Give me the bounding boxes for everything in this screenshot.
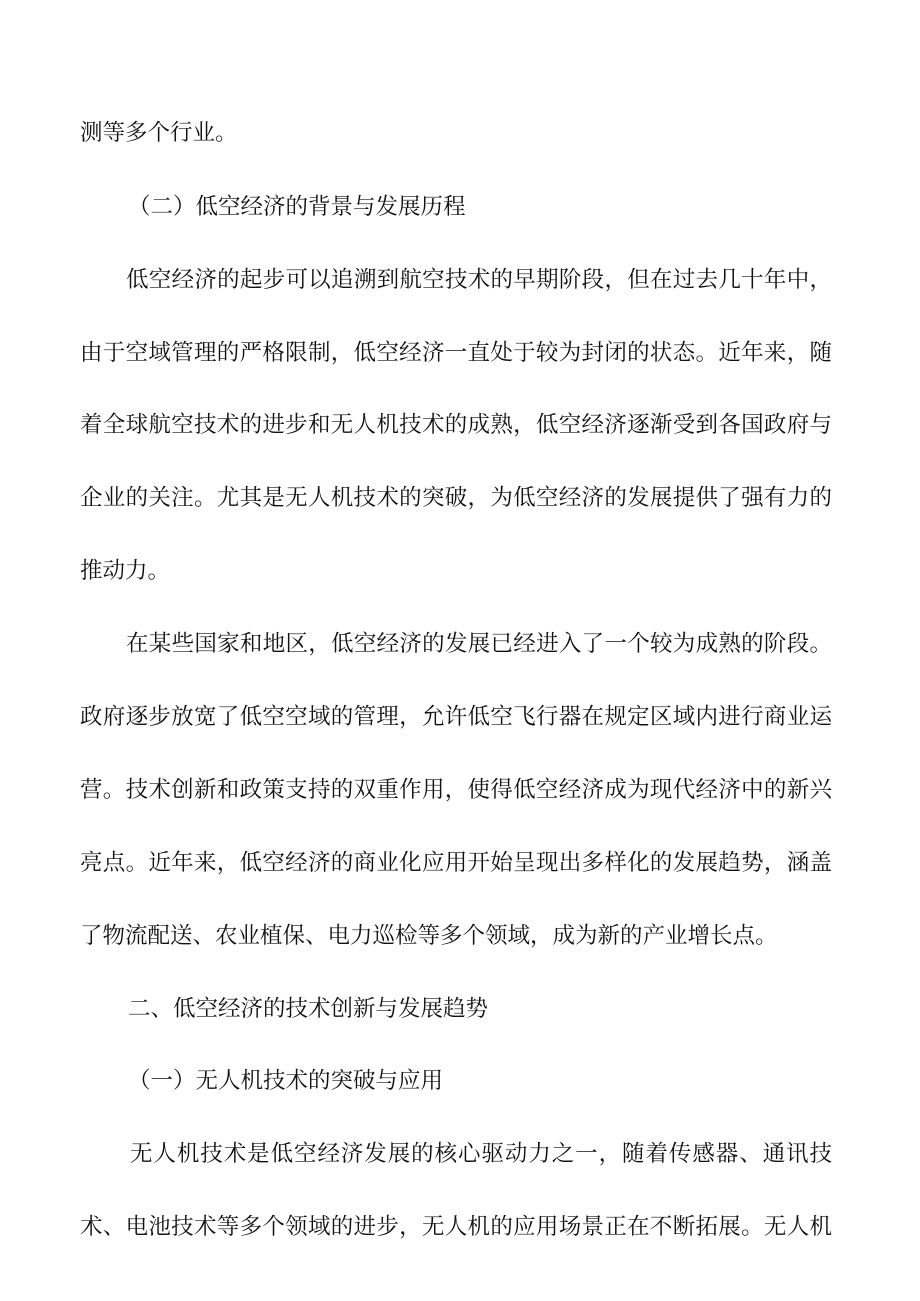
paragraph-line: 无人机技术是低空经济发展的核心驱动力之一，随着传感器、通讯技 [130,1141,832,1167]
paragraph-line-continuation: 测等多个行业。 [80,120,238,146]
section-heading-2: 二、低空经济的技术创新与发展趋势 [128,996,489,1022]
section-heading-2-1: （一）无人机技术的突破与应用 [128,1068,444,1094]
paragraph-line: 术、电池技术等多个领域的进步，无人机的应用场景正在不断拓展。无人机 [80,1214,832,1240]
paragraph-line: 了物流配送、农业植保、电力巡检等多个领域，成为新的产业增长点。 [80,923,778,949]
paragraph-line: 亮点。近年来，低空经济的商业化应用开始呈现出多样化的发展趋势，涵盖 [80,850,832,876]
paragraph-line: 着全球航空技术的进步和无人机技术的成熟，低空经济逐渐受到各国政府与 [80,412,832,438]
paragraph-line: 企业的关注。尤其是无人机技术的突破，为低空经济的发展提供了强有力的 [80,485,832,511]
paragraph-line: 营。技术创新和政策支持的双重作用，使得低空经济成为现代经济中的新兴 [80,777,832,803]
paragraph-line: 在某些国家和地区，低空经济的发展已经进入了一个较为成熟的阶段。 [126,631,832,657]
paragraph-line: 推动力。 [80,558,171,584]
paragraph-line: 政府逐步放宽了低空空域的管理，允许低空飞行器在规定区域内进行商业运 [80,704,832,730]
paragraph-line: 低空经济的起步可以追溯到航空技术的早期阶段，但在过去几十年中， [126,267,832,293]
section-heading-2-2: （二）低空经济的背景与发展历程 [128,194,466,220]
paragraph-line: 由于空域管理的严格限制，低空经济一直处于较为封闭的状态。近年来，随 [80,340,832,366]
